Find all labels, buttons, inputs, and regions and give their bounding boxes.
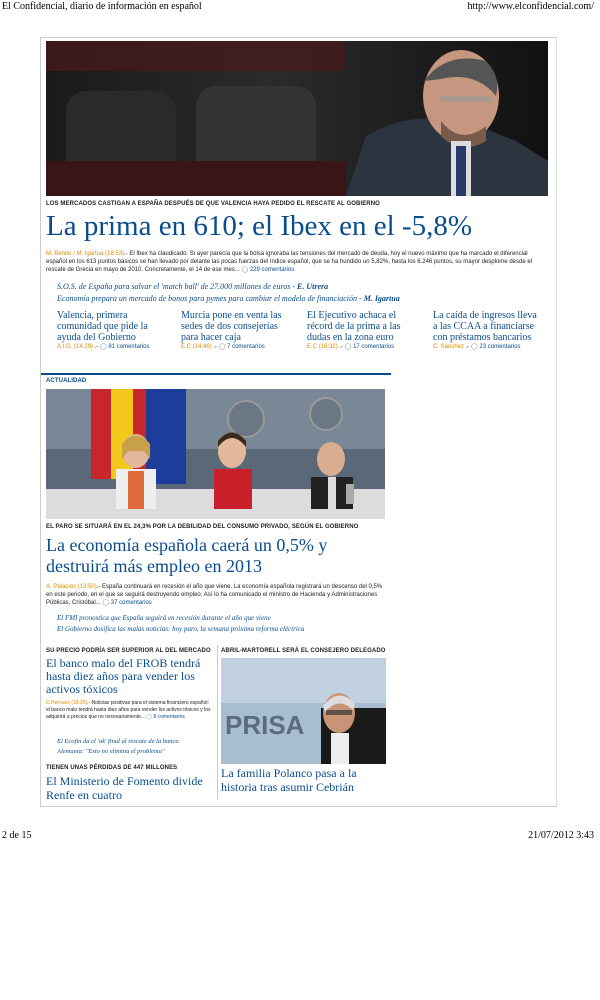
- lead-time: (18:53): [105, 251, 125, 257]
- sub-story-3-author: E.C: [307, 344, 318, 350]
- actualidad-headline[interactable]: La economía española caerá un 0,5% y destruirá más empleo en 2013: [46, 535, 328, 576]
- lead-summary-text: .- El Ibex ha claudicado. Si ayer parecía que la bolsa ignoraba las tensiones del mercado de deuda, hoy el nuevo máximo que ha marcado el diferencial español en los 613 puntos básicos se han llevado por delante las pocas fuerzas del índice español, que se ha hundido un 5,82%, hasta los 6.246 puntos, su mayor desplome desde el rescate de Grecia en mayo de 2010. Concretamente, el 14 de ese mes...: [46, 251, 532, 273]
- lead-headline[interactable]: La prima en 610; el Ibex en el -5,8%: [46, 210, 472, 242]
- comment-icon: ◯: [241, 267, 249, 273]
- frob-related-2[interactable]: Alemania: "Esto no elimina el problema": [57, 748, 165, 755]
- page-count: 2 de 15: [2, 830, 32, 841]
- actualidad-summary: [46, 583, 386, 607]
- sub-story-4-title[interactable]: La caída de ingresos lleva a las CCAA a financiarse con préstamos bancarios: [433, 310, 537, 343]
- renfe-kicker: TIENEN UNAS PÉRDIDAS DE 447 MILLONES: [46, 765, 178, 771]
- actualidad-photo[interactable]: [46, 389, 385, 519]
- section-divider: [41, 373, 391, 375]
- frob-summary-text: .- Noticias positivas para el sistema financiero español: el banco malo tendrá hasta diez años para vender los activos tóxicos y los adquirirá a precios que no necesariamente...: [46, 700, 211, 720]
- renfe-headline[interactable]: El Ministerio de Fomento divide Renfe en cuatro: [46, 774, 203, 802]
- lead-related-1-author: E. Utrera: [297, 282, 329, 291]
- section-label[interactable]: ACTUALIDAD: [46, 378, 87, 384]
- actualidad-summary-text: .- España continuará en recesión el año que viene. La economía española registrará un descenso del 0,5% en este periodo, en el que se seguirá destruyendo empleo. Así lo ha comunicado el ministro de Hacienda y Administraciones Públicas, Cristóbal...: [46, 584, 383, 606]
- sub-story-1[interactable]: Valencia, primera comunidad que pide la ayuda del Gobierno A.I.G. (14:29) .- ◯ 81 comentarios: [57, 310, 172, 351]
- lead-related-1-text[interactable]: S.O.S. de España para salvar el 'match ball' de 27.000 millones de euros: [57, 282, 291, 291]
- sub-story-2-comments[interactable]: 7 comentarios: [227, 344, 265, 350]
- lead-photo[interactable]: [46, 41, 548, 196]
- browser-url: http://www.elconfidencial.com/: [467, 1, 594, 12]
- sub-story-1-time: (14:29): [74, 344, 94, 350]
- lead-summary: [46, 250, 548, 274]
- actualidad-related-1[interactable]: El FMI pronostica que España seguirá en recesión durante el año que viene: [57, 614, 271, 622]
- print-datetime: 21/07/2012 3:43: [528, 830, 594, 841]
- frob-comments[interactable]: 8 comentarios: [153, 714, 185, 720]
- sub-story-4-author: C. Sánchez: [433, 344, 465, 350]
- lead-related-2[interactable]: Economía prepara un mercado de bonos para pymes para cambiar el modelo de financiación - M. Igartua: [57, 294, 400, 303]
- sub-story-2-title[interactable]: Murcia pone en venta las sedes de dos consejerías para hacer caja: [181, 310, 282, 343]
- comment-icon: ◯: [102, 600, 110, 606]
- frob-summary: [46, 700, 214, 721]
- sub-story-1-title[interactable]: Valencia, primera comunidad que pide la ayuda del Gobierno: [57, 310, 148, 343]
- lead-related-1[interactable]: S.O.S. de España para salvar el 'match ball' de 27.000 millones de euros - E. Utrera: [57, 282, 329, 291]
- comment-icon: ◯: [100, 344, 107, 350]
- prisa-logo-text: PRISA: [225, 710, 305, 740]
- lead-comments[interactable]: 229 comentarios: [249, 267, 295, 273]
- column-divider: [217, 645, 218, 800]
- sub-story-3-comments[interactable]: 17 comentarios: [353, 344, 395, 350]
- frob-time: (18:30): [71, 700, 88, 706]
- lead-author[interactable]: M. Benito / M. Igartua: [46, 251, 104, 257]
- comment-icon: ◯: [146, 714, 152, 720]
- comment-icon: ◯: [471, 344, 478, 350]
- actualidad-time: (13:50): [77, 584, 97, 590]
- frob-kicker: SU PRECIO PODRÍA SER SUPERIOR AL DEL MERCADO: [46, 648, 211, 654]
- frob-related-1[interactable]: El Ecofin da el 'ok' final al rescate de la banca: [57, 738, 179, 745]
- sub-story-3[interactable]: El Ejecutivo achaca el récord de la prima a las dudas en la zona euro E.C (16:32) .- ◯ 17 comentarios: [307, 310, 422, 351]
- sub-story-2-author: E.C: [181, 344, 192, 350]
- sub-story-4-comments[interactable]: 23 comentarios: [479, 344, 521, 350]
- browser-page-title: El Confidencial, diario de información en español: [2, 1, 202, 12]
- sub-story-1-comments[interactable]: 81 comentarios: [108, 344, 150, 350]
- comment-icon: ◯: [218, 344, 226, 350]
- lead-related-2-author: M. Igartua: [363, 294, 400, 303]
- sub-story-1-author: A.I.G.: [57, 344, 73, 350]
- prisa-headline[interactable]: La familia Polanco pasa a la historia tras asumir Cebrián: [221, 766, 357, 794]
- comment-icon: ◯: [344, 344, 352, 350]
- prisa-kicker: ABRIL-MARTORELL SERÁ EL CONSEJERO DELEGADO: [221, 648, 386, 654]
- actualidad-related-2[interactable]: El Gobierno dosifica las malas noticias: hoy paro, la semana próxima reforma eléctrica: [57, 625, 305, 633]
- prisa-photo[interactable]: [221, 658, 386, 764]
- lead-kicker: LOS MERCADOS CASTIGAN A ESPAÑA DESPUÉS DE QUE VALENCIA HAYA PEDIDO EL RESCATE AL GOBIERNO: [46, 201, 380, 207]
- sub-story-4[interactable]: La caída de ingresos lleva a las CCAA a financiarse con préstamos bancarios C. Sánchez .- ◯ 23 comentarios: [433, 310, 543, 351]
- actualidad-comments[interactable]: 37 comentarios: [110, 600, 152, 606]
- actualidad-kicker: EL PARO SE SITUARÁ EN EL 24,3% POR LA DEBILIDAD DEL CONSUMO PRIVADO, SEGÚN EL GOBIERNO: [46, 524, 359, 530]
- frob-author[interactable]: C.Hernanz: [46, 700, 70, 706]
- sub-story-3-time: (16:32): [318, 344, 338, 350]
- actualidad-author[interactable]: A. Palacios: [46, 584, 77, 590]
- sub-story-2[interactable]: Murcia pone en venta las sedes de dos consejerías para hacer caja E.C (14:46) .- ◯ 7 comentarios: [181, 310, 296, 351]
- frob-headline[interactable]: El banco malo del FROB tendrá hasta diez años para vender los activos tóxicos: [46, 656, 201, 696]
- sub-story-3-title[interactable]: El Ejecutivo achaca el récord de la prima a las dudas en la zona euro: [307, 310, 401, 343]
- sub-story-2-time: (14:46): [192, 344, 212, 350]
- lead-related-2-text[interactable]: Economía prepara un mercado de bonos para pymes para cambiar el modelo de financiación: [57, 294, 358, 303]
